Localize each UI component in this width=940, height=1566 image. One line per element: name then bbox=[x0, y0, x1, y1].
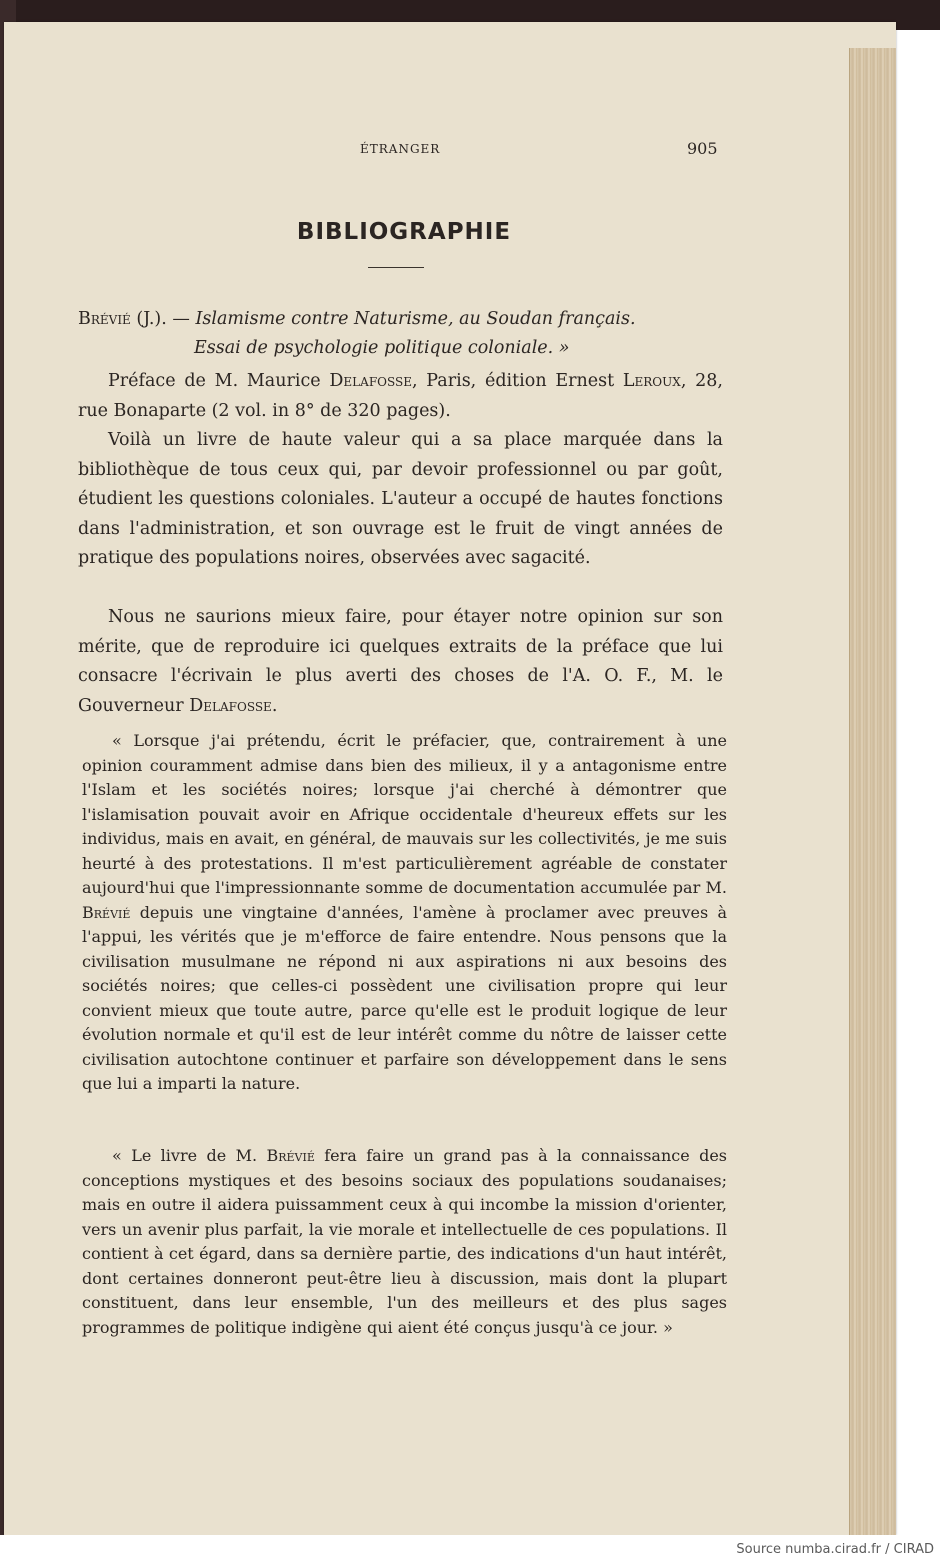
quote-text: « Le livre de M. bbox=[112, 1146, 267, 1165]
paragraph-text: . bbox=[271, 695, 278, 716]
paragraph-text: , Paris, édition Ernest bbox=[411, 371, 623, 391]
page-edges bbox=[849, 48, 896, 1556]
quote-text: « Lorsque j'ai prétendu, écrit le préfacier, que, contrairement à une opinion couramment admise dans bien des milieux, il y a antagonisme entre l'Islam et les sociétés noires; lorsque j'ai cherché à démontrer que l'islamisation pouvait avoir en Afrique occidentale d'heureux effets sur les individus, mais en avait, en général, de mauvais sur les collectivités, je me suis heurté à des protestations. Il m'est particulièrement agréable de constater aujourd'hui que l'impressionnante somme de documentation accumulée par M. bbox=[82, 731, 727, 897]
book-page bbox=[4, 22, 896, 1535]
entry-title-line1: Islamisme contre Naturisme, au Soudan français. bbox=[195, 309, 636, 329]
person-name: Brévié bbox=[82, 902, 131, 922]
quote-text: fera faire un grand pas à la connaissance des conceptions mystiques et des besoins sociaux des populations soudanaises; mais en outre il aidera puissamment ceux à qui incombe la mission d'orienter, vers un avenir plus parfait, la vie morale et intellectuelle de ces populations. Il contient à cet égard, dans sa dernière partie, des indications d'un haut intérêt, dont certaines donneront peut-être lieu à discussion, mais dont la plupart constituent, dans leur ensemble, l'un des meilleurs et des plus sages programmes de politique indigène qui aient été conçus jusqu'à ce jour. » bbox=[82, 1146, 727, 1337]
paragraph-text: Préface de M. Maurice bbox=[108, 371, 330, 391]
person-name: Brévié bbox=[266, 1146, 315, 1165]
section-title: BIBLIOGRAPHIE bbox=[296, 219, 512, 245]
source-credit: Source numba.cirad.fr / CIRAD bbox=[736, 1542, 934, 1557]
paragraph-text: , 28, rue Bonaparte (2 vol. in 8° de 320 pages). bbox=[78, 371, 723, 421]
page-number: 905 bbox=[687, 139, 718, 158]
quote-paragraph-1 bbox=[82, 729, 727, 1097]
entry-title-line2: Essai de psychologie politique coloniale. » bbox=[194, 338, 570, 358]
paragraph-text: Nous ne saurions mieux faire, pour étayer notre opinion sur son mérite, que de reproduire ici quelques extraits de la préface que lui consacre l'écrivain le plus averti des choses de l'A. O. F., M. le Gouverneur bbox=[78, 607, 723, 716]
paragraph-preface-info bbox=[78, 367, 723, 426]
bibliography-entry bbox=[78, 305, 723, 363]
quote-paragraph-2 bbox=[82, 1144, 727, 1340]
person-name: Delafosse bbox=[329, 371, 412, 391]
running-head: ÉTRANGER bbox=[360, 142, 441, 156]
publisher-name: Leroux bbox=[622, 371, 681, 391]
title-rule bbox=[368, 267, 424, 268]
quote-text: depuis une vingtaine d'années, l'amène à proclamer avec preuves à l'appui, les vérités que je m'efforce de faire entendre. Nous pensons que la civilisation musulmane ne répond ni aux aspirations ni aux besoins des sociétés noires; que celles-ci possèdent une civilisation propre qui leur convient mieux que toute autre, parce qu'elle est le produit logique de leur évolution normale et qu'il est de leur intérêt comme du nôtre de laisser cette civilisation autochtone continuer et parfaire son développement dans le sens que lui a imparti la nature. bbox=[82, 902, 727, 1093]
paragraph-intro-quote bbox=[78, 603, 723, 721]
entry-author: Brévié (J.). — bbox=[78, 309, 190, 329]
person-name: Delafosse bbox=[189, 695, 272, 716]
paragraph-review: Voilà un livre de haute valeur qui a sa place marquée dans la bibliothèque de tous ceux qui, par devoir professionnel ou par goût, étudient les questions coloniales. L'auteur a occupé de hautes fonctions dans l'administration, et son ouvrage est le fruit de vingt années de pratique des populations noires, observées avec sagacité. bbox=[78, 430, 723, 568]
entry-line-1 bbox=[78, 305, 723, 334]
